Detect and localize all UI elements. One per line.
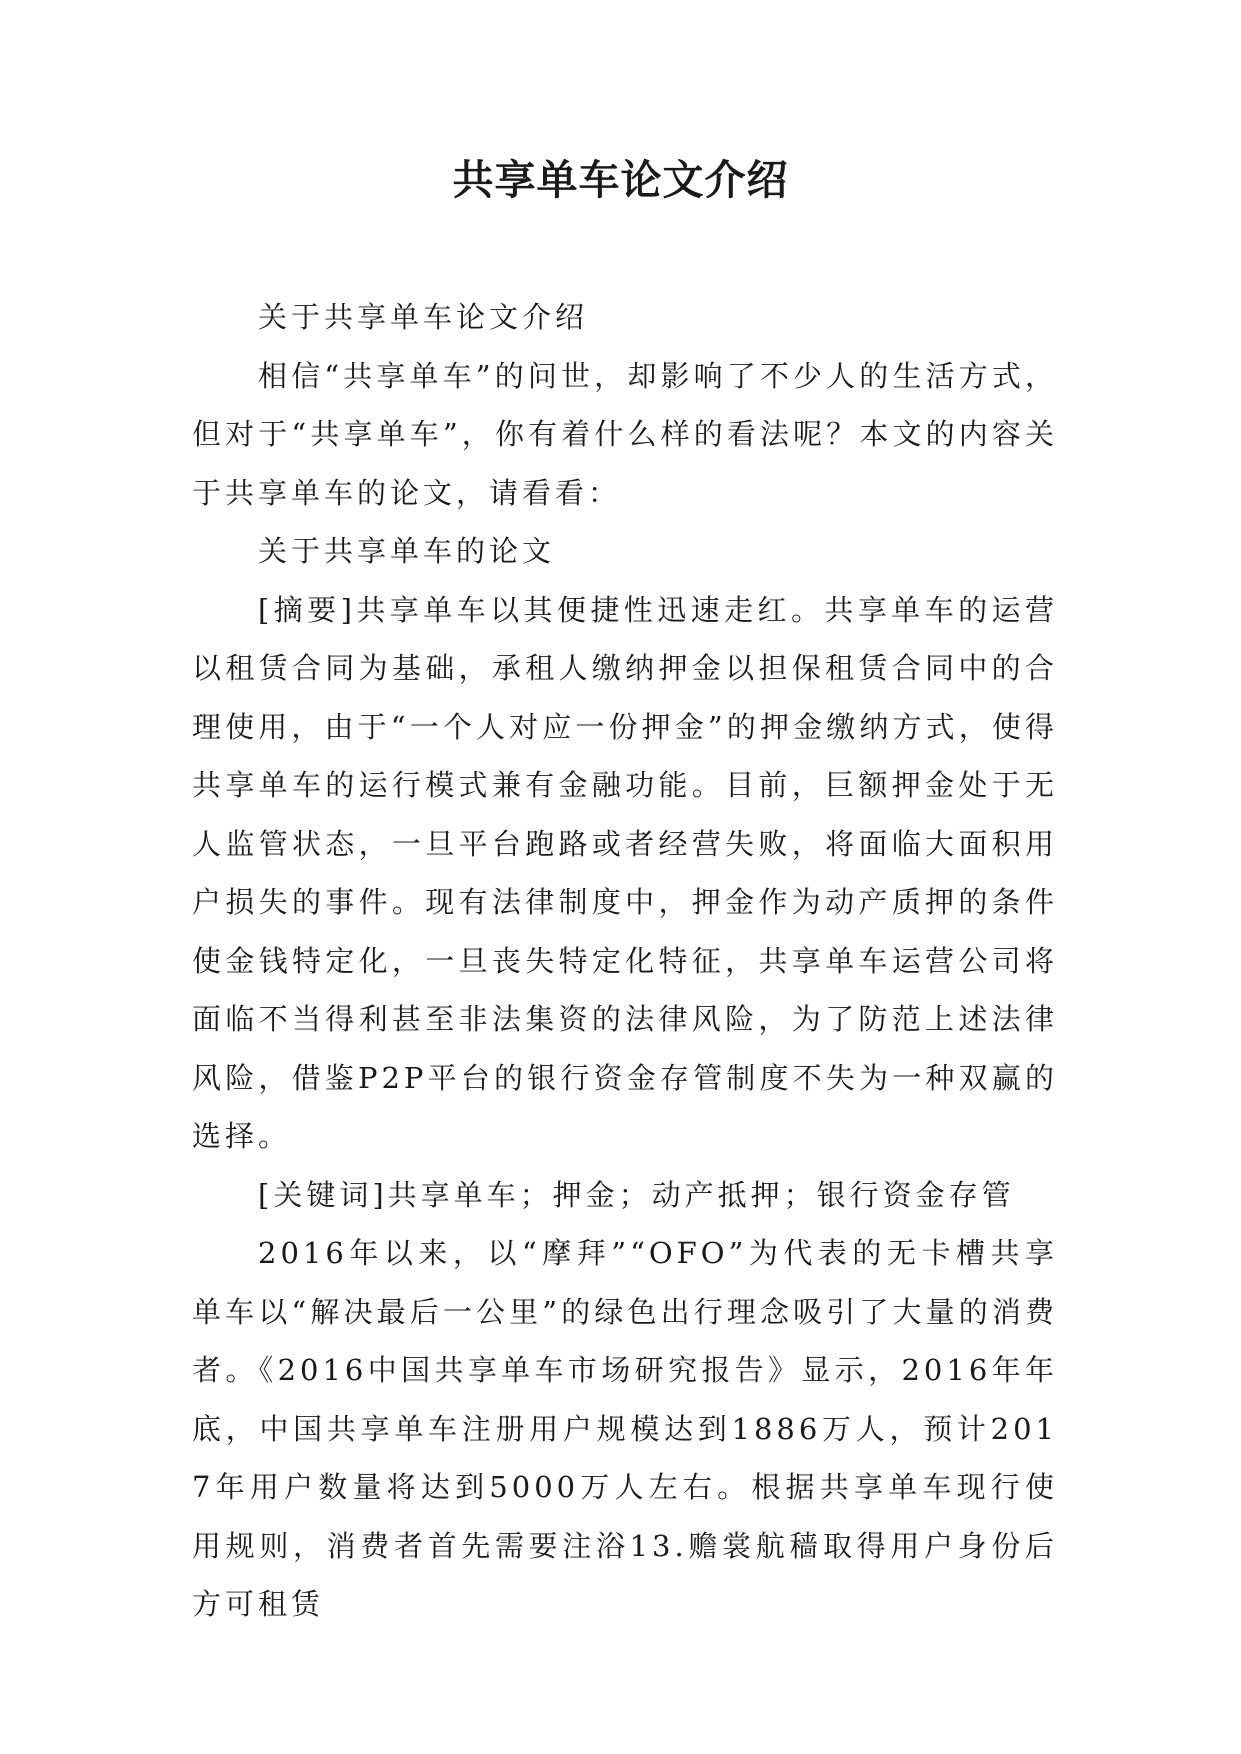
paragraph-body: 2016年以来，以“摩拜”“OFO”为代表的无卡槽共享单车以“解决最后一公里”的绿色出行理念吸引了大量的消费者。《2016中国共享单车市场研究报告》显示，2016年年底，中国共享单车注册用户规模达到1886万人，预计2017年用户数量将达到5000万人左右。根据共享单车现行使用规则，消费者首先需要注浴13.赡裳航穑取得用户身份后方可租赁 (192, 1236, 1058, 1621)
paragraph-introduction: 相信“共享单车”的问世，却影响了不少人的生活方式，但对于“共享单车”，你有着什么样的看法呢？本文的内容关于共享单车的论文，请看看： (192, 358, 1058, 510)
document-body (192, 288, 1058, 1634)
document-title: 共享单车论文介绍 (452, 156, 789, 204)
paragraph-keywords: [关键词]共享单车；押金；动产抵押；银行资金存管 (258, 1177, 1015, 1212)
paragraph-abstract: [摘要]共享单车以其便捷性迅速走红。共享单车的运营以租赁合同为基础，承租人缴纳押金以担保租赁合同中的合理使用，由于“一个人对应一份押金”的押金缴纳方式，使得共享单车的运行模式兼有金融功能。目前，巨额押金处于无人监管状态，一旦平台跑路或者经营失败，将面临大面积用户损失的事件。现有法律制度中，押金作为动产质押的条件使金钱特定化，一旦丧失特定化特征，共享单车运营公司将面临不当得利甚至非法集资的法律风险，为了防范上述法律风险，借鉴P2P平台的银行资金存管制度不失为一种双赢的选择。 (192, 592, 1058, 1153)
paragraph-intro-heading: 关于共享单车论文介绍 (258, 300, 589, 334)
paragraph-paper-heading: 关于共享单车的论文 (258, 534, 556, 568)
